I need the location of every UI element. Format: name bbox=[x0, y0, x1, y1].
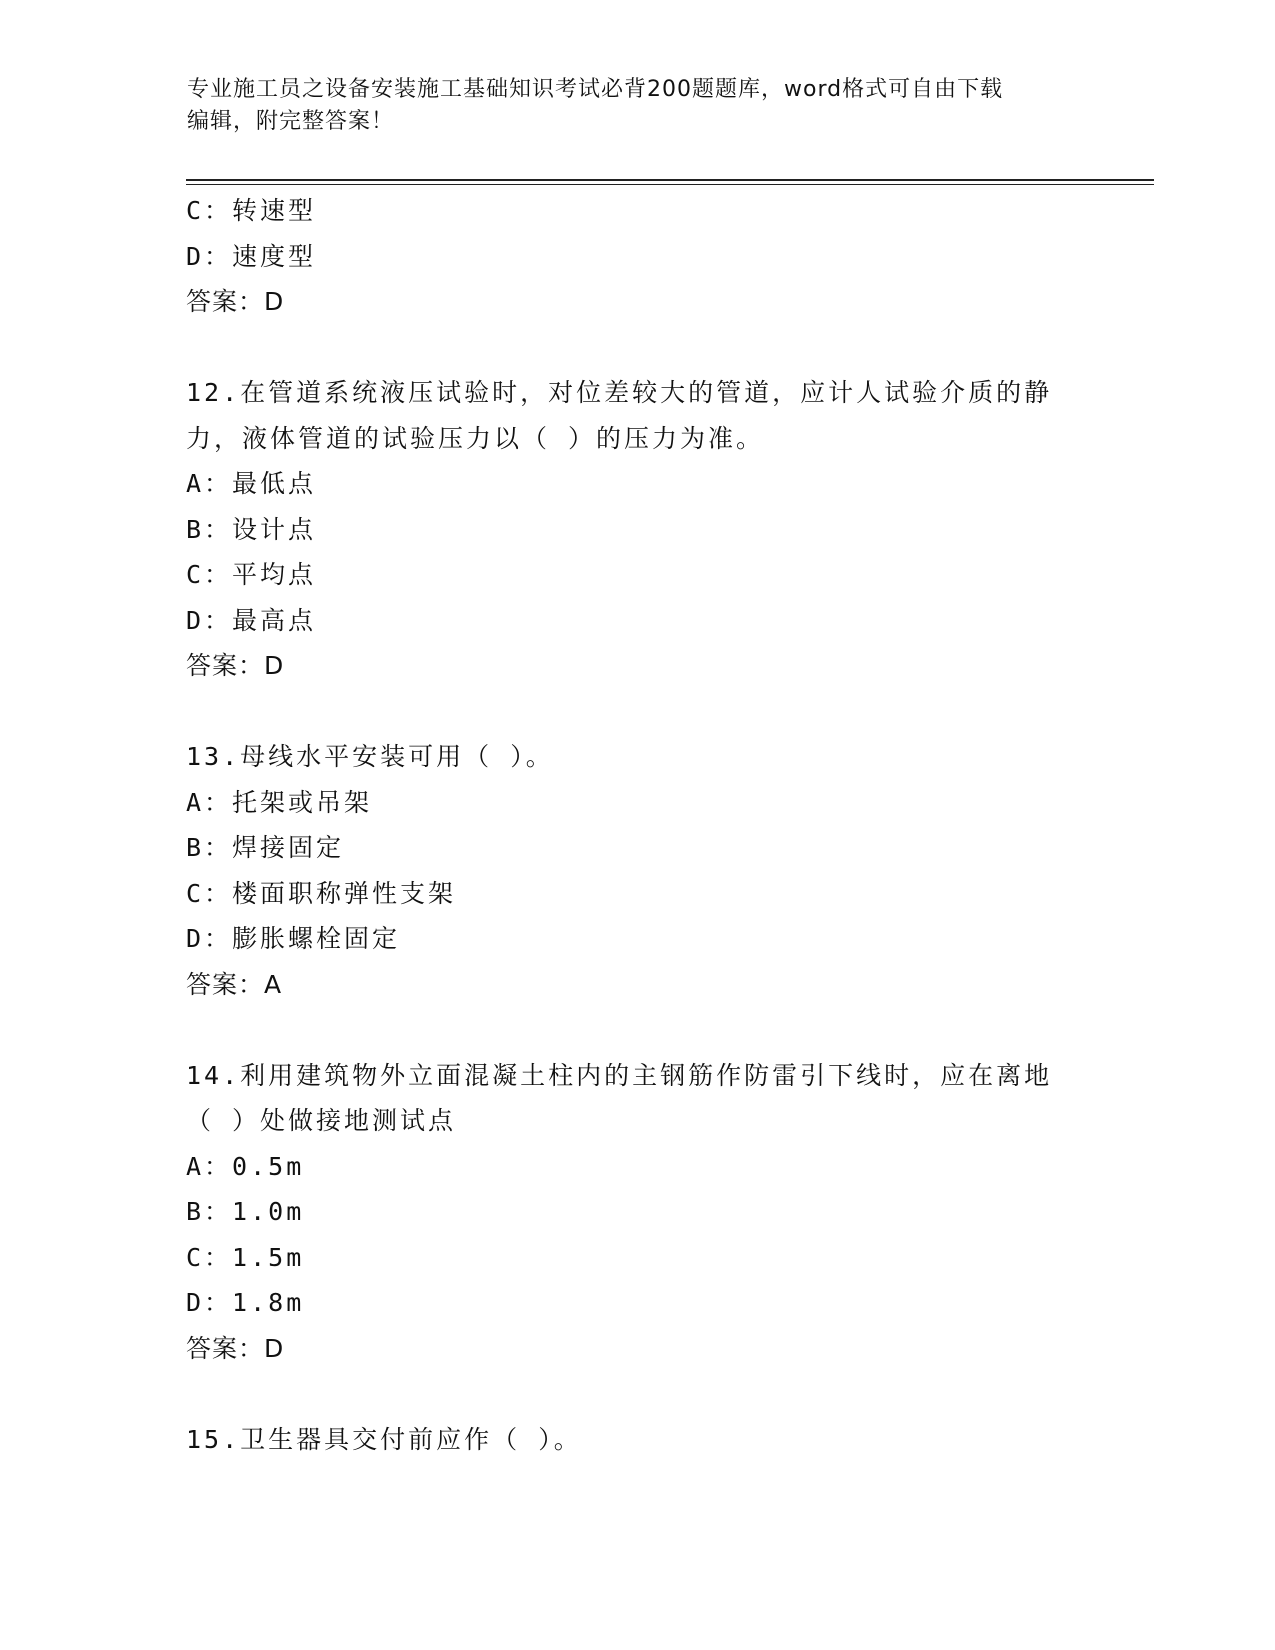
option-d: D：膨胀螺栓固定 bbox=[186, 924, 401, 953]
spacer bbox=[186, 1371, 1086, 1417]
option-c: C：转速型 bbox=[186, 196, 317, 225]
option-b: B：焊接固定 bbox=[186, 833, 345, 862]
option-a: A：0.5m bbox=[186, 1151, 305, 1181]
question-block bbox=[186, 370, 1086, 689]
spacer bbox=[186, 689, 1086, 735]
option-c: C：楼面职称弹性支架 bbox=[186, 878, 457, 908]
option-a: A：托架或吊架 bbox=[186, 787, 373, 817]
option-c: C：平均点 bbox=[186, 560, 317, 589]
option-d: D：1.8m bbox=[186, 1288, 305, 1317]
answer-line: 答案：A bbox=[186, 969, 283, 999]
option-b: B：1.0m bbox=[186, 1197, 305, 1226]
spacer bbox=[186, 325, 1086, 371]
answer-line: 答案：D bbox=[186, 651, 285, 680]
spacer bbox=[186, 1007, 1086, 1053]
option-b: B：设计点 bbox=[186, 514, 317, 544]
option-d: D：速度型 bbox=[186, 241, 317, 271]
question-text: 12.在管道系统液压试验时，对位差较大的管道，应计人试验介质的静 bbox=[186, 378, 1053, 407]
question-text: 13.母线水平安装可用（ ）。 bbox=[186, 742, 554, 771]
question-text: （ ）处做接地测试点 bbox=[186, 1106, 457, 1135]
header-divider bbox=[186, 184, 1154, 185]
option-d: D：最高点 bbox=[186, 605, 317, 635]
question-block bbox=[186, 1053, 1086, 1372]
document-header bbox=[187, 74, 1077, 138]
header-line: 编辑，附完整答案！ bbox=[187, 109, 395, 134]
question-text: 力，液体管道的试验压力以（ ）的压力为准。 bbox=[186, 423, 765, 453]
question-block bbox=[186, 188, 1086, 325]
question-block bbox=[186, 1417, 1086, 1463]
question-block bbox=[186, 734, 1086, 1007]
answer-line: 答案：D bbox=[186, 287, 285, 316]
header-line: 专业施工员之设备安装施工基础知识考试必背200题题库，word格式可自由下载 bbox=[187, 77, 1004, 102]
question-list bbox=[186, 188, 1086, 1462]
answer-line: 答案：D bbox=[186, 1333, 285, 1363]
question-text: 14.利用建筑物外立面混凝土柱内的主钢筋作防雷引下线时，应在离地 bbox=[186, 1060, 1053, 1090]
header-divider bbox=[186, 179, 1154, 181]
option-a: A：最低点 bbox=[186, 469, 317, 498]
question-text: 15.卫生器具交付前应作（ ）。 bbox=[186, 1424, 582, 1454]
option-c: C：1.5m bbox=[186, 1242, 305, 1272]
